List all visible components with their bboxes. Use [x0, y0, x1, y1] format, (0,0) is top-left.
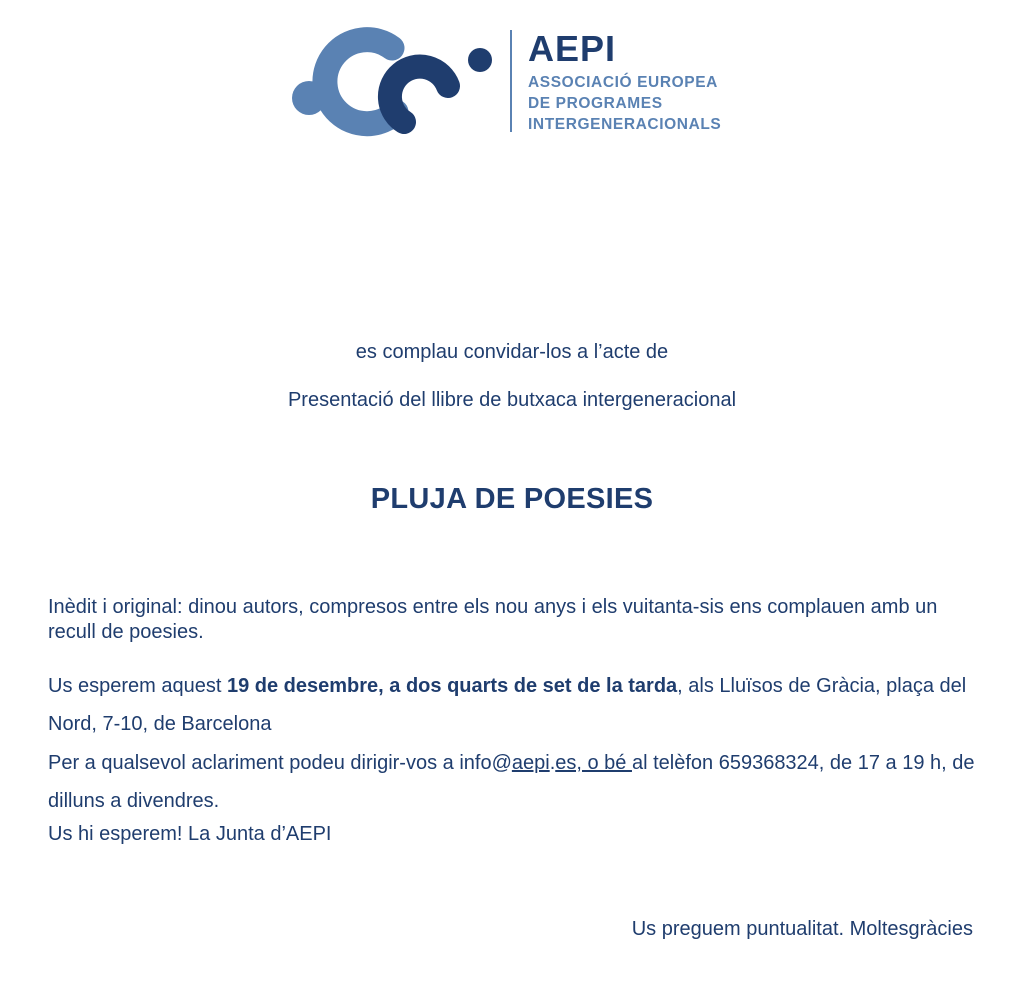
footer-note: Us preguem puntualitat. Moltesgràcies: [631, 918, 973, 940]
invitation-intro: es complau convidar-los a l’acte de: [355, 341, 669, 363]
contact-pre: Per a qualsevol aclariment podeu dirigir-vos a info@: [48, 752, 512, 774]
contact-paragraph: [48, 744, 983, 820]
logo-subtitle-line-3: INTERGENERACIONALS: [528, 116, 722, 133]
venue-text: , als Lluïsos de Gràcia, plaça del Nord, 7-10, de Barcelona: [48, 675, 967, 735]
event-date-time: 19 de desembre, a dos quarts de set de la tarda: [226, 675, 678, 697]
email-dot: .: [549, 752, 556, 774]
invitation-subject: Presentació del llibre de butxaca intergeneracional: [287, 389, 737, 411]
logo-subtitle-line-1: ASSOCIACIÓ EUROPEA: [528, 74, 718, 91]
logo-divider: [510, 30, 512, 132]
event-title: PLUJA DE POESIES: [370, 483, 654, 515]
contact-phone-hours: al telèfon 659368324, de 17 a 19 h, de dilluns a divendres.: [48, 752, 975, 812]
logo-subtitle: [528, 72, 721, 135]
email-domain-link[interactable]: aepi: [511, 752, 550, 774]
date-venue-pre: Us esperem aquest: [48, 675, 227, 697]
description-paragraph: Inèdit i original: dinou autors, compresos entre els nou anys i els vuitanta-sis ens complauen amb un recull de poesies.: [48, 596, 938, 643]
logo-name: AEPI: [528, 28, 617, 69]
closing-signature: Us hi esperem! La Junta d’AEPI: [48, 823, 332, 845]
email-tld-link[interactable]: es, o bé: [555, 752, 632, 774]
date-venue-paragraph: [48, 667, 983, 743]
logo-subtitle-line-2: DE PROGRAMES: [528, 95, 663, 112]
aepi-logo: [288, 26, 748, 138]
aepi-logo-mark-icon: [288, 26, 498, 138]
